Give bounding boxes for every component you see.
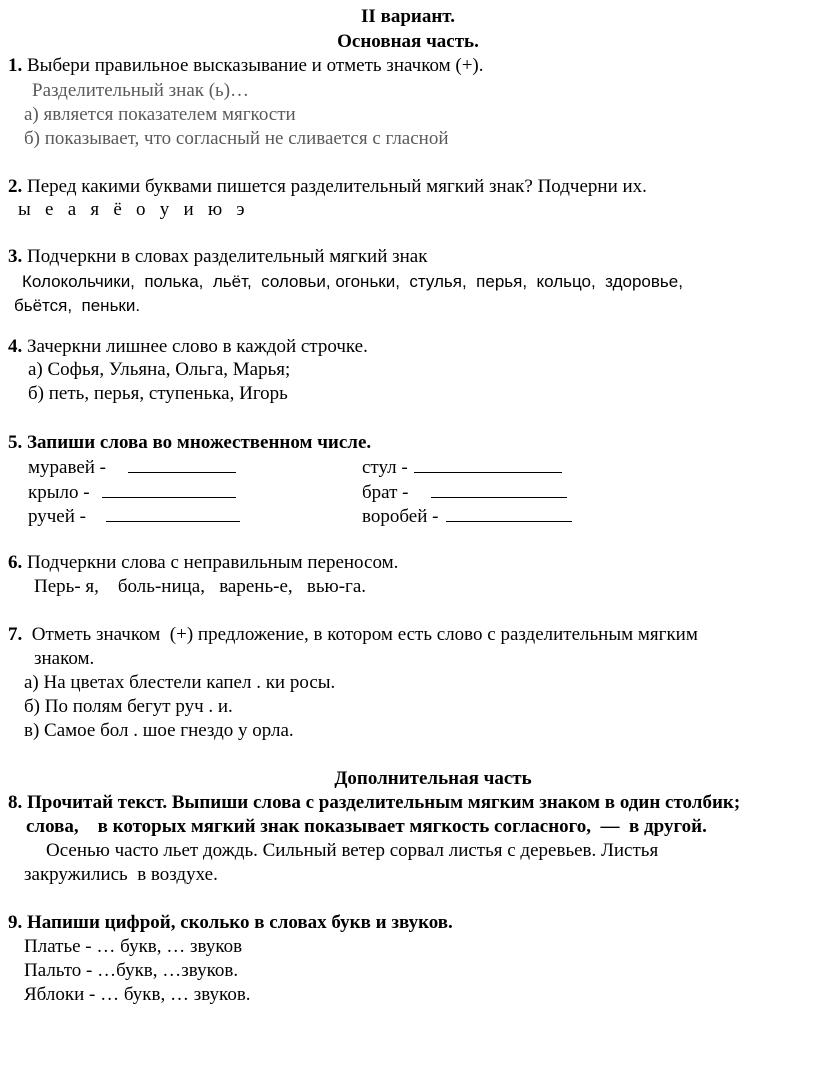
q4-option-a: а) Софья, Ульяна, Ольга, Марья; xyxy=(28,359,291,380)
q3-text: Подчеркни в словах разделительный мягкий знак xyxy=(22,246,428,267)
q5-row-3-right xyxy=(362,505,572,528)
q9-row: Яблоки - … букв, … звуков. xyxy=(24,984,251,1005)
q5-row-1-left xyxy=(28,456,236,479)
q4-text: Зачеркни лишнее слово в каждой строчке. xyxy=(22,336,368,357)
q3-words-line1: Колокольчики, полька, льёт, соловьи, огоньки, стулья, перья, кольцо, здоровье, xyxy=(22,272,683,291)
q5-word: крыло - xyxy=(28,482,90,503)
q4-number: 4. xyxy=(8,336,23,357)
q1-text: Выбери правильное высказывание и отметь значком (+). xyxy=(22,55,484,76)
q7-number: 7. xyxy=(8,624,23,645)
answer-blank[interactable] xyxy=(128,456,236,473)
q8-text-line2: закружились в воздухе. xyxy=(24,864,218,885)
q5-title: 5. Запиши слова во множественном числе. xyxy=(8,432,372,453)
q7-option-c: в) Самое бол . шое гнездо у орла. xyxy=(24,720,294,741)
q9-title: 9. Напиши цифрой, сколько в словах букв и звуков. xyxy=(8,912,453,933)
q2-prompt xyxy=(8,176,647,198)
q5-word: стул - xyxy=(362,457,408,478)
q5-row-2-right xyxy=(362,481,567,504)
q6-text: Подчеркни слова с неправильным переносом. xyxy=(22,552,399,573)
q4-prompt xyxy=(8,336,368,358)
q6-words: Перь- я, боль-ница, варень-е, вью-га. xyxy=(34,576,367,597)
main-part-title: Основная часть. xyxy=(337,31,479,52)
q8-title-line2: слова, в которых мягкий знак показывает мягкость согласного, — в другой. xyxy=(26,816,707,837)
q9-row: Пальто - …букв, …звуков. xyxy=(24,960,239,981)
answer-blank[interactable] xyxy=(431,481,567,498)
q1-stem: Разделительный знак (ь)… xyxy=(32,80,250,101)
q7-option-a: а) На цветах блестели капел . ки росы. xyxy=(24,672,336,693)
q5-word: муравей - xyxy=(28,457,106,478)
answer-blank[interactable] xyxy=(106,505,240,522)
q7-option-b: б) По полям бегут руч . и. xyxy=(24,696,233,717)
q3-prompt xyxy=(8,246,427,268)
q5-word: брат - xyxy=(362,482,409,503)
q8-title-line1: 8. Прочитай текст. Выпиши слова с разделительным мягким знаком в один столбик; xyxy=(8,792,741,813)
answer-blank[interactable] xyxy=(102,481,236,498)
extra-part-title: Дополнительная часть xyxy=(334,768,532,789)
q5-word: ручей - xyxy=(28,506,86,527)
q9-row: Платье - … букв, … звуков xyxy=(24,936,243,957)
q5-row-3-left xyxy=(28,505,240,528)
q5-row-2-left xyxy=(28,481,236,504)
answer-blank[interactable] xyxy=(446,505,572,522)
q3-number: 3. xyxy=(8,246,23,267)
q5-row-1-right xyxy=(362,456,562,479)
q6-number: 6. xyxy=(8,552,23,573)
q2-text: Перед какими буквами пишется разделительный мягкий знак? Подчерни их. xyxy=(22,176,647,197)
q5-word: воробей - xyxy=(362,506,439,527)
q8-text-line1: Осенью часто льет дождь. Сильный ветер сорвал листья с деревьев. Листья xyxy=(46,840,659,861)
q7-prompt-continued: знаком. xyxy=(34,648,95,669)
q1-option-a: а) является показателем мягкости xyxy=(24,104,296,125)
q2-letters: ы е а я ё о у и ю э xyxy=(18,199,245,220)
q3-words-line2: бьётся, пеньки. xyxy=(14,296,141,315)
q6-prompt xyxy=(8,552,398,574)
q7-prompt xyxy=(8,624,698,646)
q1-number: 1. xyxy=(8,55,23,76)
answer-blank[interactable] xyxy=(414,456,562,473)
q7-text: Отметь значком (+) предложение, в котором есть слово с разделительным мягким xyxy=(22,624,698,645)
q4-option-b: б) петь, перья, ступенька, Игорь xyxy=(28,383,288,404)
q2-number: 2. xyxy=(8,176,23,197)
q1-prompt xyxy=(8,55,484,77)
variant-title: II вариант. xyxy=(361,6,455,27)
q1-option-b: б) показывает, что согласный не сливается с гласной xyxy=(24,128,449,149)
